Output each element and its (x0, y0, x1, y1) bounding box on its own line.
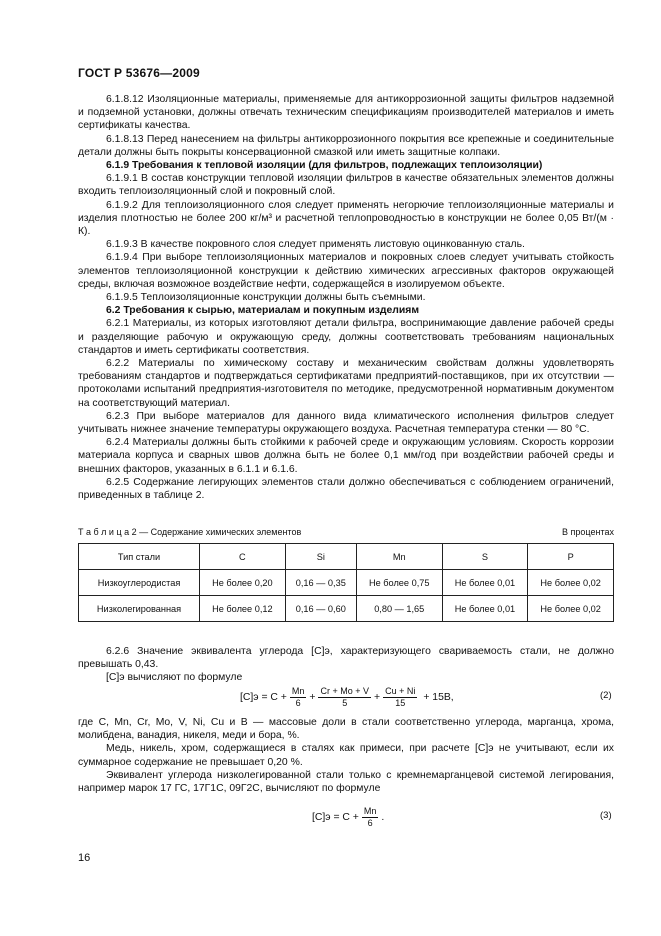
paragraph: Медь, никель, хром, содержащиеся в сталях как примеси, при расчете [С]э не учитывают, если их суммарное содержание не превышает 0,20 %. (78, 743, 614, 768)
paragraph: 6.2.3 При выборе материалов для данного вида климатического исполнения фильтров следует учитывать нижнее значение температуры окружающего воздуха. Расчетная температура стенки — 80 °С. (78, 410, 614, 436)
table-cell: 0,16 — 0,35 (285, 570, 356, 596)
table-units: В процентах (562, 527, 614, 537)
table-row (79, 596, 614, 622)
table-cell: 0,80 — 1,65 (356, 596, 442, 622)
paragraph: где С, Mn, Cr, Mo, V, Ni, Cu и B — массовые доли в стали соответственно углерода, марганца, хрома, молибдена, ванадия, никеля, меди и бора, %. (78, 717, 614, 742)
table-cell: Не более 0,12 (200, 596, 286, 622)
table-header-cell: Si (285, 544, 356, 570)
equation-number: (2) (600, 690, 612, 701)
table-cell: Не более 0,02 (528, 570, 614, 596)
table-cell: Не более 0,20 (200, 570, 286, 596)
table-caption: Т а б л и ц а 2 — Содержание химических элементов (78, 527, 302, 537)
fraction: $\frac{Cr + Mo + V}{5}$ (320, 686, 369, 708)
paragraph: 6.2.2 Материалы по химическому составу и механическим свойствам должны удовлетворять требованиям стандартов и подтверждаться сертификатами предприятий-поставщиков, при их отсутствии — протоколами испытаний предприятия-изготовителя по методике, предусмотренной нормативным документом на соответствующий материал. (78, 358, 614, 409)
body-text-continued (78, 645, 614, 685)
paragraph: 6.2.4 Материалы должны быть стойкими к рабочей среде и окружающим условиям. Скорость коррозии материала корпуса и сварных швов должна быть не более 0,1 мм/год при воздействии рабочей среды и внешних факторов, указанных в 6.1.1 и 6.1.6. (78, 437, 614, 475)
table-cell: Низколегированная (79, 596, 200, 622)
body-text-formula-notes (78, 716, 614, 795)
table-cell: Низкоуглеродистая (79, 570, 200, 596)
table-header-row (79, 544, 614, 570)
table-header-cell: S (442, 544, 528, 570)
paragraph: 6.1.9.5 Теплоизоляционные конструкции должны быть съемными. (106, 292, 426, 304)
paragraph: 6.2.6 Значение эквивалента углерода [С]э, характеризующего свариваемость стали, не должно превышать 0,43. (78, 646, 614, 671)
section-heading: 6.2 Требования к сырью, материалам и покупным изделиям (106, 305, 420, 317)
paragraph: 6.1.8.13 Перед нанесением на фильтры антикоррозионного покрытия все крепежные и соединительные детали должны быть покрыты консервационной смазкой или иметь защитные колпаки. (78, 133, 614, 158)
table-cell: 0,16 — 0,60 (285, 596, 356, 622)
table-cell: Не более 0,02 (528, 596, 614, 622)
paragraph: 6.1.9.1 В состав конструкции тепловой изоляции фильтров в качестве обязательных элементов должны входить теплоизоляционный слой и покровный слой. (78, 173, 614, 198)
fraction: $\frac{Mn}{6}$ (363, 806, 377, 828)
table-header-cell: P (528, 544, 614, 570)
table-header-cell: Тип стали (79, 544, 200, 570)
table-cell: Не более 0,01 (442, 570, 528, 596)
paragraph: [С]э вычисляют по формуле (106, 672, 243, 684)
body-text (78, 93, 614, 502)
document-header: ГОСТ Р 53676—2009 (78, 66, 200, 80)
table-header-cell: С (200, 544, 286, 570)
fraction: $\frac{Mn}{6}$ (291, 686, 305, 708)
formula-3: [С]э = С + $\frac{Mn}{6}$ . (312, 806, 385, 828)
section-heading: 6.1.9 Требования к тепловой изоляции (для фильтров, подлежащих теплоизоляции) (106, 160, 543, 172)
chemical-composition-table (78, 543, 614, 622)
table-cell: Не более 0,01 (442, 596, 528, 622)
fraction: $\frac{Cu + Ni}{15}$ (385, 686, 416, 708)
page-number: 16 (78, 852, 91, 864)
paragraph: 6.1.9.2 Для теплоизоляционного слоя следует применять негорючие теплоизоляционные материалы и изделия плотностью не более 200 кг/м³ и расчетной теплопроводностью в конструкции не более 0,05 Вт/(м · К). (78, 199, 614, 238)
paragraph: 6.2.5 Содержание легирующих элементов стали должно обеспечиваться с соблюдением ограничений, приведенных в таблице 2. (78, 476, 614, 502)
paragraph: Эквивалент углерода низколегированной стали только с кремнемарганцевой системой легирования, например марок 17 ГС, 17Г1С, 09Г2С, вычисляют по формуле (78, 769, 614, 795)
table-cell: Не более 0,75 (356, 570, 442, 596)
paragraph: 6.1.9.3 В качестве покровного слоя следует применять листовую оцинкованную сталь. (106, 239, 525, 251)
table-row (79, 570, 614, 596)
formula-lhs: [С]э = С + (240, 692, 287, 703)
formula-lhs: [С]э = С + (312, 812, 359, 823)
paragraph: 6.1.9.4 При выборе теплоизоляционных материалов и покровных слоев следует учитывать стойкость элементов теплоизоляционной конструкции к действию химических агрессивных факторов окружающей среды, включая возможное воздействие нефти, содержащейся в изолируемом объекте. (78, 252, 614, 290)
paragraph: 6.1.8.12 Изоляционные материалы, применяемые для антикоррозионной защиты фильтров надземной и подземной установки, должны отвечать техническим спецификациям производителей материалов и иметь сертификаты качества. (78, 94, 614, 132)
paragraph: 6.2.1 Материалы, из которых изготовляют детали фильтра, воспринимающие давление рабочей среды и разделяющие рабочую и окружающую среду, должны соответствовать требованиям национальных стандартов и иметь сертификаты соответствия. (78, 318, 614, 356)
table-header-cell: Mn (356, 544, 442, 570)
formula-2: [С]э = С + $\frac{Mn}{6}$ + $\frac{Cr + Mo + V}{5}$ + $\frac{Cu + Ni}{15}$ + 15В, (240, 686, 454, 708)
equation-number: (3) (600, 810, 612, 821)
